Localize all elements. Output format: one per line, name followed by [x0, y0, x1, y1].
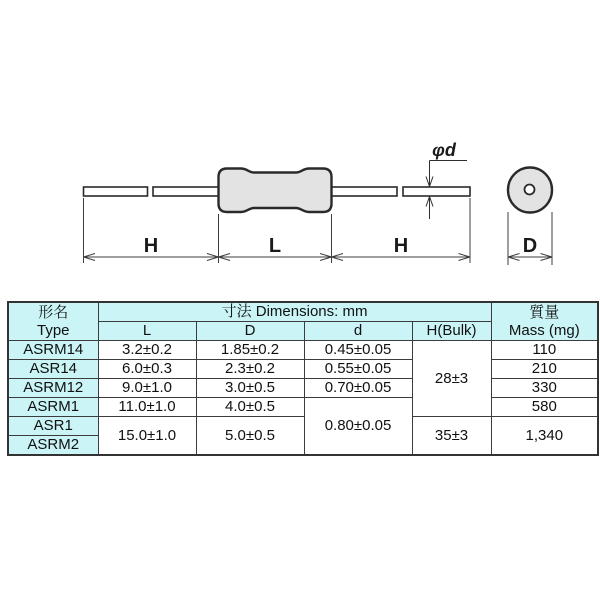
header-mass [491, 302, 598, 341]
cell-l: 11.0±1.0 [98, 398, 196, 417]
cell-l: 6.0±0.3 [98, 360, 196, 379]
cell-mass: 580 [491, 398, 598, 417]
header-col-l: L [98, 322, 196, 341]
cell-d: 2.3±0.2 [196, 360, 304, 379]
table-row [8, 379, 598, 398]
label-phi-d: φd [432, 140, 456, 160]
label-l: L [268, 235, 282, 257]
cell-d: 4.0±0.5 [196, 398, 304, 417]
lead-wire-left-outer [84, 187, 148, 196]
header-mass-en: Mass (mg) [508, 321, 580, 339]
label-h-right: H [393, 235, 409, 257]
cell-mass: 1,340 [491, 417, 598, 456]
spec-table [7, 301, 599, 456]
cell-mass: 110 [491, 341, 598, 360]
cell-d-small: 0.55±0.05 [304, 360, 412, 379]
end-view-lead-hole-icon [525, 185, 535, 195]
header-dimensions: 寸法 Dimensions: mm [98, 302, 491, 322]
header-mass-jp: 質量 [529, 303, 560, 321]
header-col-d: D [196, 322, 304, 341]
table-row [8, 417, 598, 436]
cell-l: 9.0±1.0 [98, 379, 196, 398]
cell-l: 15.0±1.0 [98, 417, 196, 456]
header-col-d-small: d [304, 322, 412, 341]
cell-type: ASR14 [8, 360, 98, 379]
cell-d: 3.0±0.5 [196, 379, 304, 398]
lead-wire-left-inner [153, 187, 219, 196]
label-h-left: H [143, 235, 159, 257]
label-d-end: D [522, 235, 538, 257]
lead-wire-right-inner [331, 187, 397, 196]
header-type-jp: 形名 [38, 303, 69, 321]
table-row [8, 341, 598, 360]
cell-type: ASRM12 [8, 379, 98, 398]
cell-h-bulk-top: 28±3 [412, 341, 491, 417]
cell-type: ASRM14 [8, 341, 98, 360]
table-row [8, 398, 598, 417]
lead-wire-right-outer [403, 187, 470, 196]
header-type-en: Type [36, 321, 70, 339]
header-type [8, 302, 98, 341]
cell-d: 5.0±0.5 [196, 417, 304, 456]
cell-d: 1.85±0.2 [196, 341, 304, 360]
cell-mass: 330 [491, 379, 598, 398]
cell-type: ASRM1 [8, 398, 98, 417]
cell-type: ASR1 [8, 417, 98, 436]
table-row [8, 360, 598, 379]
cell-type: ASRM2 [8, 436, 98, 456]
cell-l: 3.2±0.2 [98, 341, 196, 360]
cell-h-bulk-bottom: 35±3 [412, 417, 491, 456]
cell-mass: 210 [491, 360, 598, 379]
cell-d-small: 0.70±0.05 [304, 379, 412, 398]
cell-d-small: 0.80±0.05 [304, 398, 412, 456]
resistor-body [219, 169, 332, 213]
cell-d-small: 0.45±0.05 [304, 341, 412, 360]
header-col-h-bulk: H(Bulk) [412, 322, 491, 341]
